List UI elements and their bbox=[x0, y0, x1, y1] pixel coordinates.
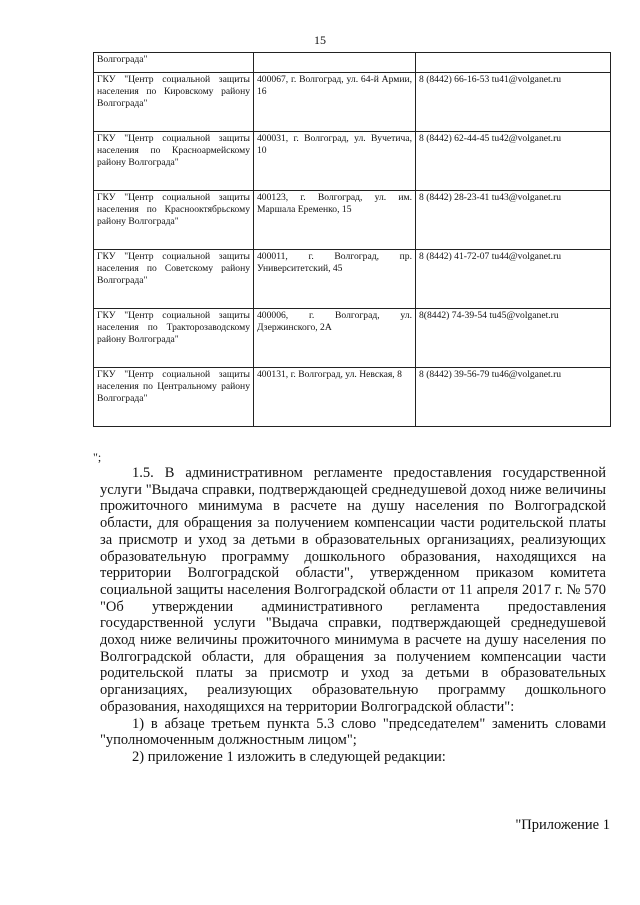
contact-cell: 8 (8442) 41-72-07 tu44@volganet.ru bbox=[416, 250, 611, 309]
contact-cell: 8 (8442) 66-16-53 tu41@volganet.ru bbox=[416, 73, 611, 132]
agency-name-cell: ГКУ "Центр социальной защиты населения по Тракторозаводскому району Волгограда" bbox=[94, 309, 254, 368]
contact-cell: 8 (8442) 62-44-45 tu42@volganet.ru bbox=[416, 132, 611, 191]
page-number: 15 bbox=[314, 33, 326, 47]
closing-quote: "; bbox=[93, 450, 102, 464]
table-row bbox=[94, 73, 611, 132]
agency-name-cell: ГКУ "Центр социальной защиты населения по Советскому району Волгограда" bbox=[94, 250, 254, 309]
address-cell: 400123, г. Волгоград, ул. им. Маршала Еременко, 15 bbox=[254, 191, 416, 250]
paragraph-item-1: 1) в абзаце третьем пункта 5.3 слово "председателем" заменить словами "уполномоченным должностным лицом"; bbox=[100, 715, 606, 749]
contact-cell: 8(8442) 74-39-54 tu45@volganet.ru bbox=[416, 309, 611, 368]
address-cell: 400011, г. Волгоград, пр. Университетский, 45 bbox=[254, 250, 416, 309]
paragraph-item-2: 2) приложение 1 изложить в следующей редакции: bbox=[132, 748, 446, 765]
agency-name-cell: ГКУ "Центр социальной защиты населения по Центральному району Волгограда" bbox=[94, 368, 254, 427]
address-cell: 400067, г. Волгоград, ул. 64-й Армии, 16 bbox=[254, 73, 416, 132]
address-cell: 400006, г. Волгоград, ул. Дзержинского, 2А bbox=[254, 309, 416, 368]
address-cell: 400031, г. Волгоград, ул. Вучетича, 10 bbox=[254, 132, 416, 191]
contact-cell: 8 (8442) 28-23-41 tu43@volganet.ru bbox=[416, 191, 611, 250]
table-row bbox=[94, 191, 611, 250]
paragraph-amendment: 1.5. В административном регламенте предоставления государственной услуги "Выдача справки, подтверждающей среднедушевой доход ниже величины прожиточного минимума в расчете на душу населения по Волгоградской области, для обращения за получением компенсации части родительской платы за присмотр и уход за детьми в образовательных организациях, реализующих образовательную программу дошкольного образования, находящихся на территории Волгоградской области", утвержденном приказом комитета социальной защиты населения Волгоградской области от 11 апреля 2017 г. № 570 "Об утверждении административного регламента предоставления государственной услуги "Выдача справки, подтверждающей среднедушевой доход ниже величины прожиточного минимума в расчете на душу населения по Волгоградской области, для обращения за получением компенсации части родительской платы за присмотр и уход за детьми в образовательных организациях, реализующих образовательную программу дошкольного образования, находящихся на территории Волгоградской области": bbox=[100, 465, 606, 715]
address-cell bbox=[254, 53, 416, 73]
agency-name-cell: ГКУ "Центр социальной защиты населения по Кировскому району Волгограда" bbox=[94, 73, 254, 132]
agency-table bbox=[93, 52, 611, 427]
address-cell: 400131, г. Волгоград, ул. Невская, 8 bbox=[254, 368, 416, 427]
appendix-caption: "Приложение 1 bbox=[515, 817, 610, 833]
contact-cell bbox=[416, 53, 611, 73]
table-row bbox=[94, 309, 611, 368]
contact-cell: 8 (8442) 39-56-79 tu46@volganet.ru bbox=[416, 368, 611, 427]
table-row bbox=[94, 250, 611, 309]
document-body bbox=[100, 465, 606, 766]
table-row bbox=[94, 132, 611, 191]
agency-name-cell: ГКУ "Центр социальной защиты населения по Краснооктябрьскому району Волгограда" bbox=[94, 191, 254, 250]
agency-name-cell: ГКУ "Центр социальной защиты населения по Красноармейскому району Волгограда" bbox=[94, 132, 254, 191]
agency-name-cell: Волгограда" bbox=[94, 53, 254, 73]
table-row bbox=[94, 368, 611, 427]
table-row bbox=[94, 53, 611, 73]
